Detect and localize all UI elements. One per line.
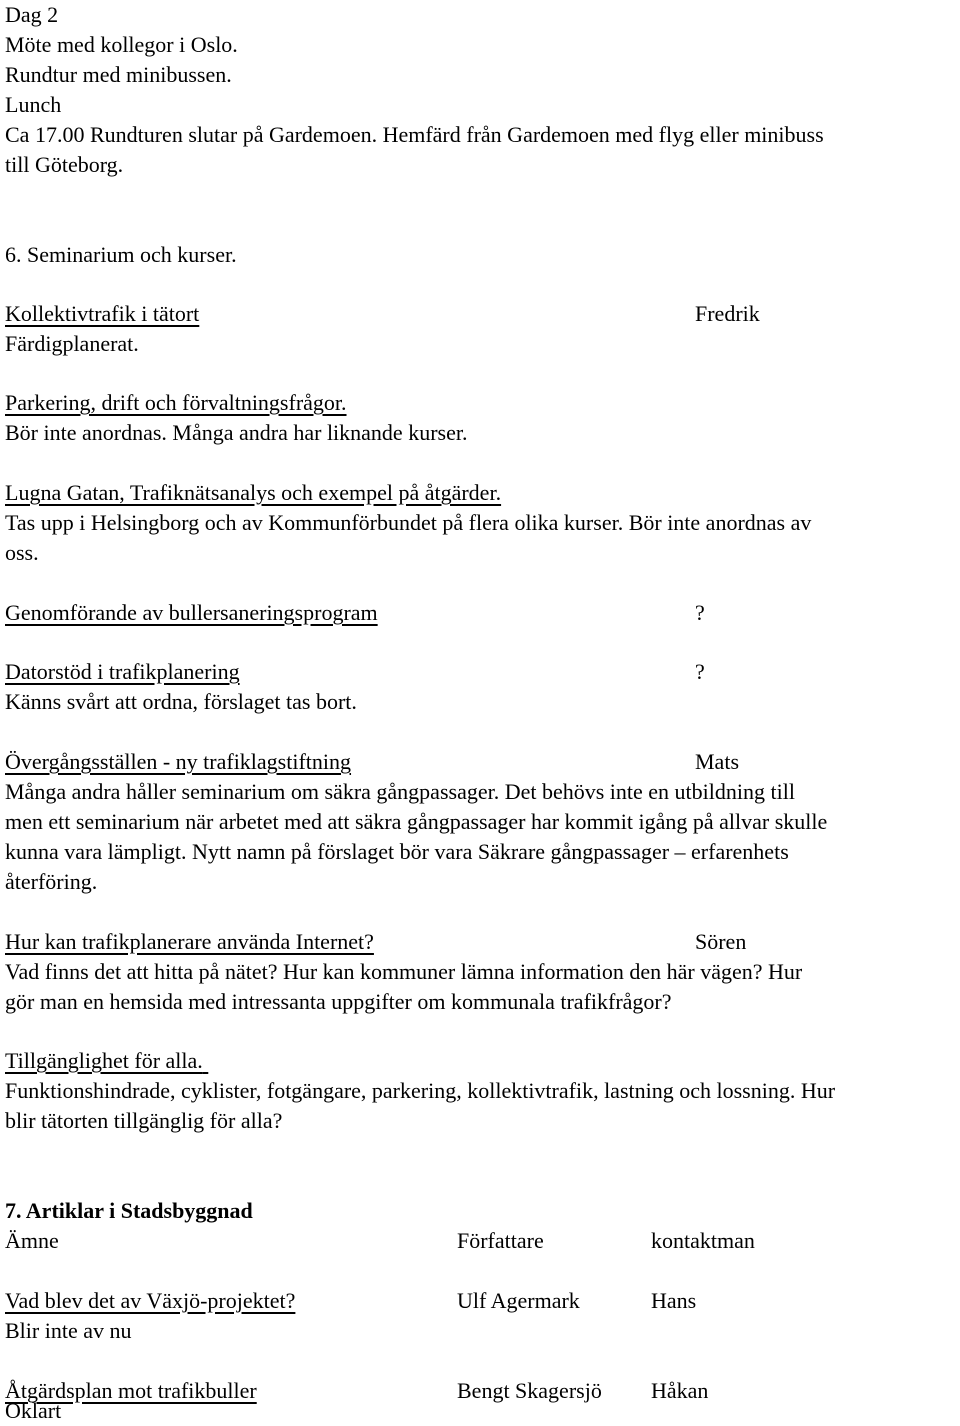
seminar-tillganglighet-text: Funktionshindrade, cyklister, fotgängare, parkering, kollektivtrafik, lastning och lossning. Hur bbox=[5, 1078, 836, 1103]
seminar-internet-text: Vad finns det att hitta på nätet? Hur kan kommuner lämna information den här vägen? Hur bbox=[5, 959, 803, 984]
seminar-heading: 6. Seminarium och kurser. bbox=[5, 242, 237, 267]
article-subject: Åtgärdsplan mot trafikbuller bbox=[5, 1378, 257, 1403]
seminar-datorstod-person: ? bbox=[695, 659, 705, 684]
day2-item: Möte med kollegor i Oslo. bbox=[5, 32, 238, 57]
articles-header-subject: Ämne bbox=[5, 1228, 59, 1253]
seminar-overgang-text: kunna vara lämpligt. Nytt namn på förslaget bör vara Säkrare gångpassager – erfarenhets bbox=[5, 839, 789, 864]
underline-filler bbox=[203, 1046, 235, 1076]
seminar-overgang-text: men ett seminarium när arbetet med att säkra gångpassager har kommit igång på allvar skulle bbox=[5, 809, 828, 834]
seminar-datorstod-note: Känns svårt att ordna, förslaget tas bort. bbox=[5, 689, 357, 714]
seminar-buller-title: Genomförande av bullersaneringsprogram bbox=[5, 600, 378, 625]
seminar-parkering-note: Bör inte anordnas. Många andra har liknande kurser. bbox=[5, 420, 468, 445]
article-author: Bengt Skagersjö bbox=[457, 1378, 602, 1403]
seminar-lugna-title: Lugna Gatan, Trafiknätsanalys och exempel på åtgärder. bbox=[5, 480, 502, 505]
day2-title: Dag 2 bbox=[5, 2, 59, 27]
seminar-overgang-row bbox=[5, 747, 955, 777]
seminar-internet-row bbox=[5, 927, 955, 957]
articles-header-row bbox=[5, 1226, 955, 1256]
seminar-tillganglighet-row bbox=[5, 1046, 235, 1076]
article-subject: Vad blev det av Växjö-projektet? bbox=[5, 1288, 296, 1313]
seminar-kollektiv-row bbox=[5, 299, 955, 329]
seminar-overgang-text: Många andra håller seminarium om säkra gångpassager. Det behövs inte en utbildning till bbox=[5, 779, 795, 804]
article-note: Oklart bbox=[5, 1398, 62, 1423]
seminar-overgang-person: Mats bbox=[695, 749, 739, 774]
seminar-internet-text: gör man en hemsida med intressanta uppgifter om kommunala trafikfrågor? bbox=[5, 989, 672, 1014]
articles-heading: 7. Artiklar i Stadsbyggnad bbox=[5, 1198, 253, 1223]
seminar-kollektiv-note: Färdigplanerat. bbox=[5, 331, 139, 356]
seminar-lugna-note: Tas upp i Helsingborg och av Kommunförbundet på flera olika kurser. Bör inte anordnas av bbox=[5, 510, 812, 535]
article-author: Ulf Agermark bbox=[457, 1288, 580, 1313]
seminar-kollektiv-title: Kollektivtrafik i tätort bbox=[5, 301, 200, 326]
day2-item: Rundtur med minibussen. bbox=[5, 62, 232, 87]
day2-item: till Göteborg. bbox=[5, 152, 124, 177]
article-contact: Hans bbox=[651, 1288, 697, 1313]
articles-header-author: Författare bbox=[457, 1228, 544, 1253]
article-contact: Håkan bbox=[651, 1378, 709, 1403]
seminar-kollektiv-person: Fredrik bbox=[695, 301, 760, 326]
seminar-overgang-text: återföring. bbox=[5, 869, 98, 894]
seminar-lugna-note: oss. bbox=[5, 540, 39, 565]
articles-header-contact: kontaktman bbox=[651, 1228, 755, 1253]
seminar-buller-row bbox=[5, 598, 955, 628]
day2-item: Ca 17.00 Rundturen slutar på Gardemoen. Hemfärd från Gardemoen med flyg eller minibuss bbox=[5, 122, 824, 147]
seminar-datorstod-title: Datorstöd i trafikplanering bbox=[5, 659, 240, 684]
seminar-internet-person: Sören bbox=[695, 929, 747, 954]
seminar-buller-person: ? bbox=[695, 600, 705, 625]
seminar-overgang-title: Övergångsställen - ny trafiklagstiftning bbox=[5, 749, 352, 774]
seminar-parkering-title: Parkering, drift och förvaltningsfrågor. bbox=[5, 390, 347, 415]
seminar-internet-title: Hur kan trafikplanerare använda Internet? bbox=[5, 929, 374, 954]
seminar-tillganglighet-text: blir tätorten tillgänglig för alla? bbox=[5, 1108, 283, 1133]
seminar-datorstod-row bbox=[5, 657, 955, 687]
day2-item: Lunch bbox=[5, 92, 62, 117]
article-note: Blir inte av nu bbox=[5, 1318, 132, 1343]
table-row bbox=[5, 1376, 955, 1406]
table-row bbox=[5, 1286, 955, 1316]
seminar-tillganglighet-title: Tillgänglighet för alla. bbox=[5, 1048, 203, 1073]
